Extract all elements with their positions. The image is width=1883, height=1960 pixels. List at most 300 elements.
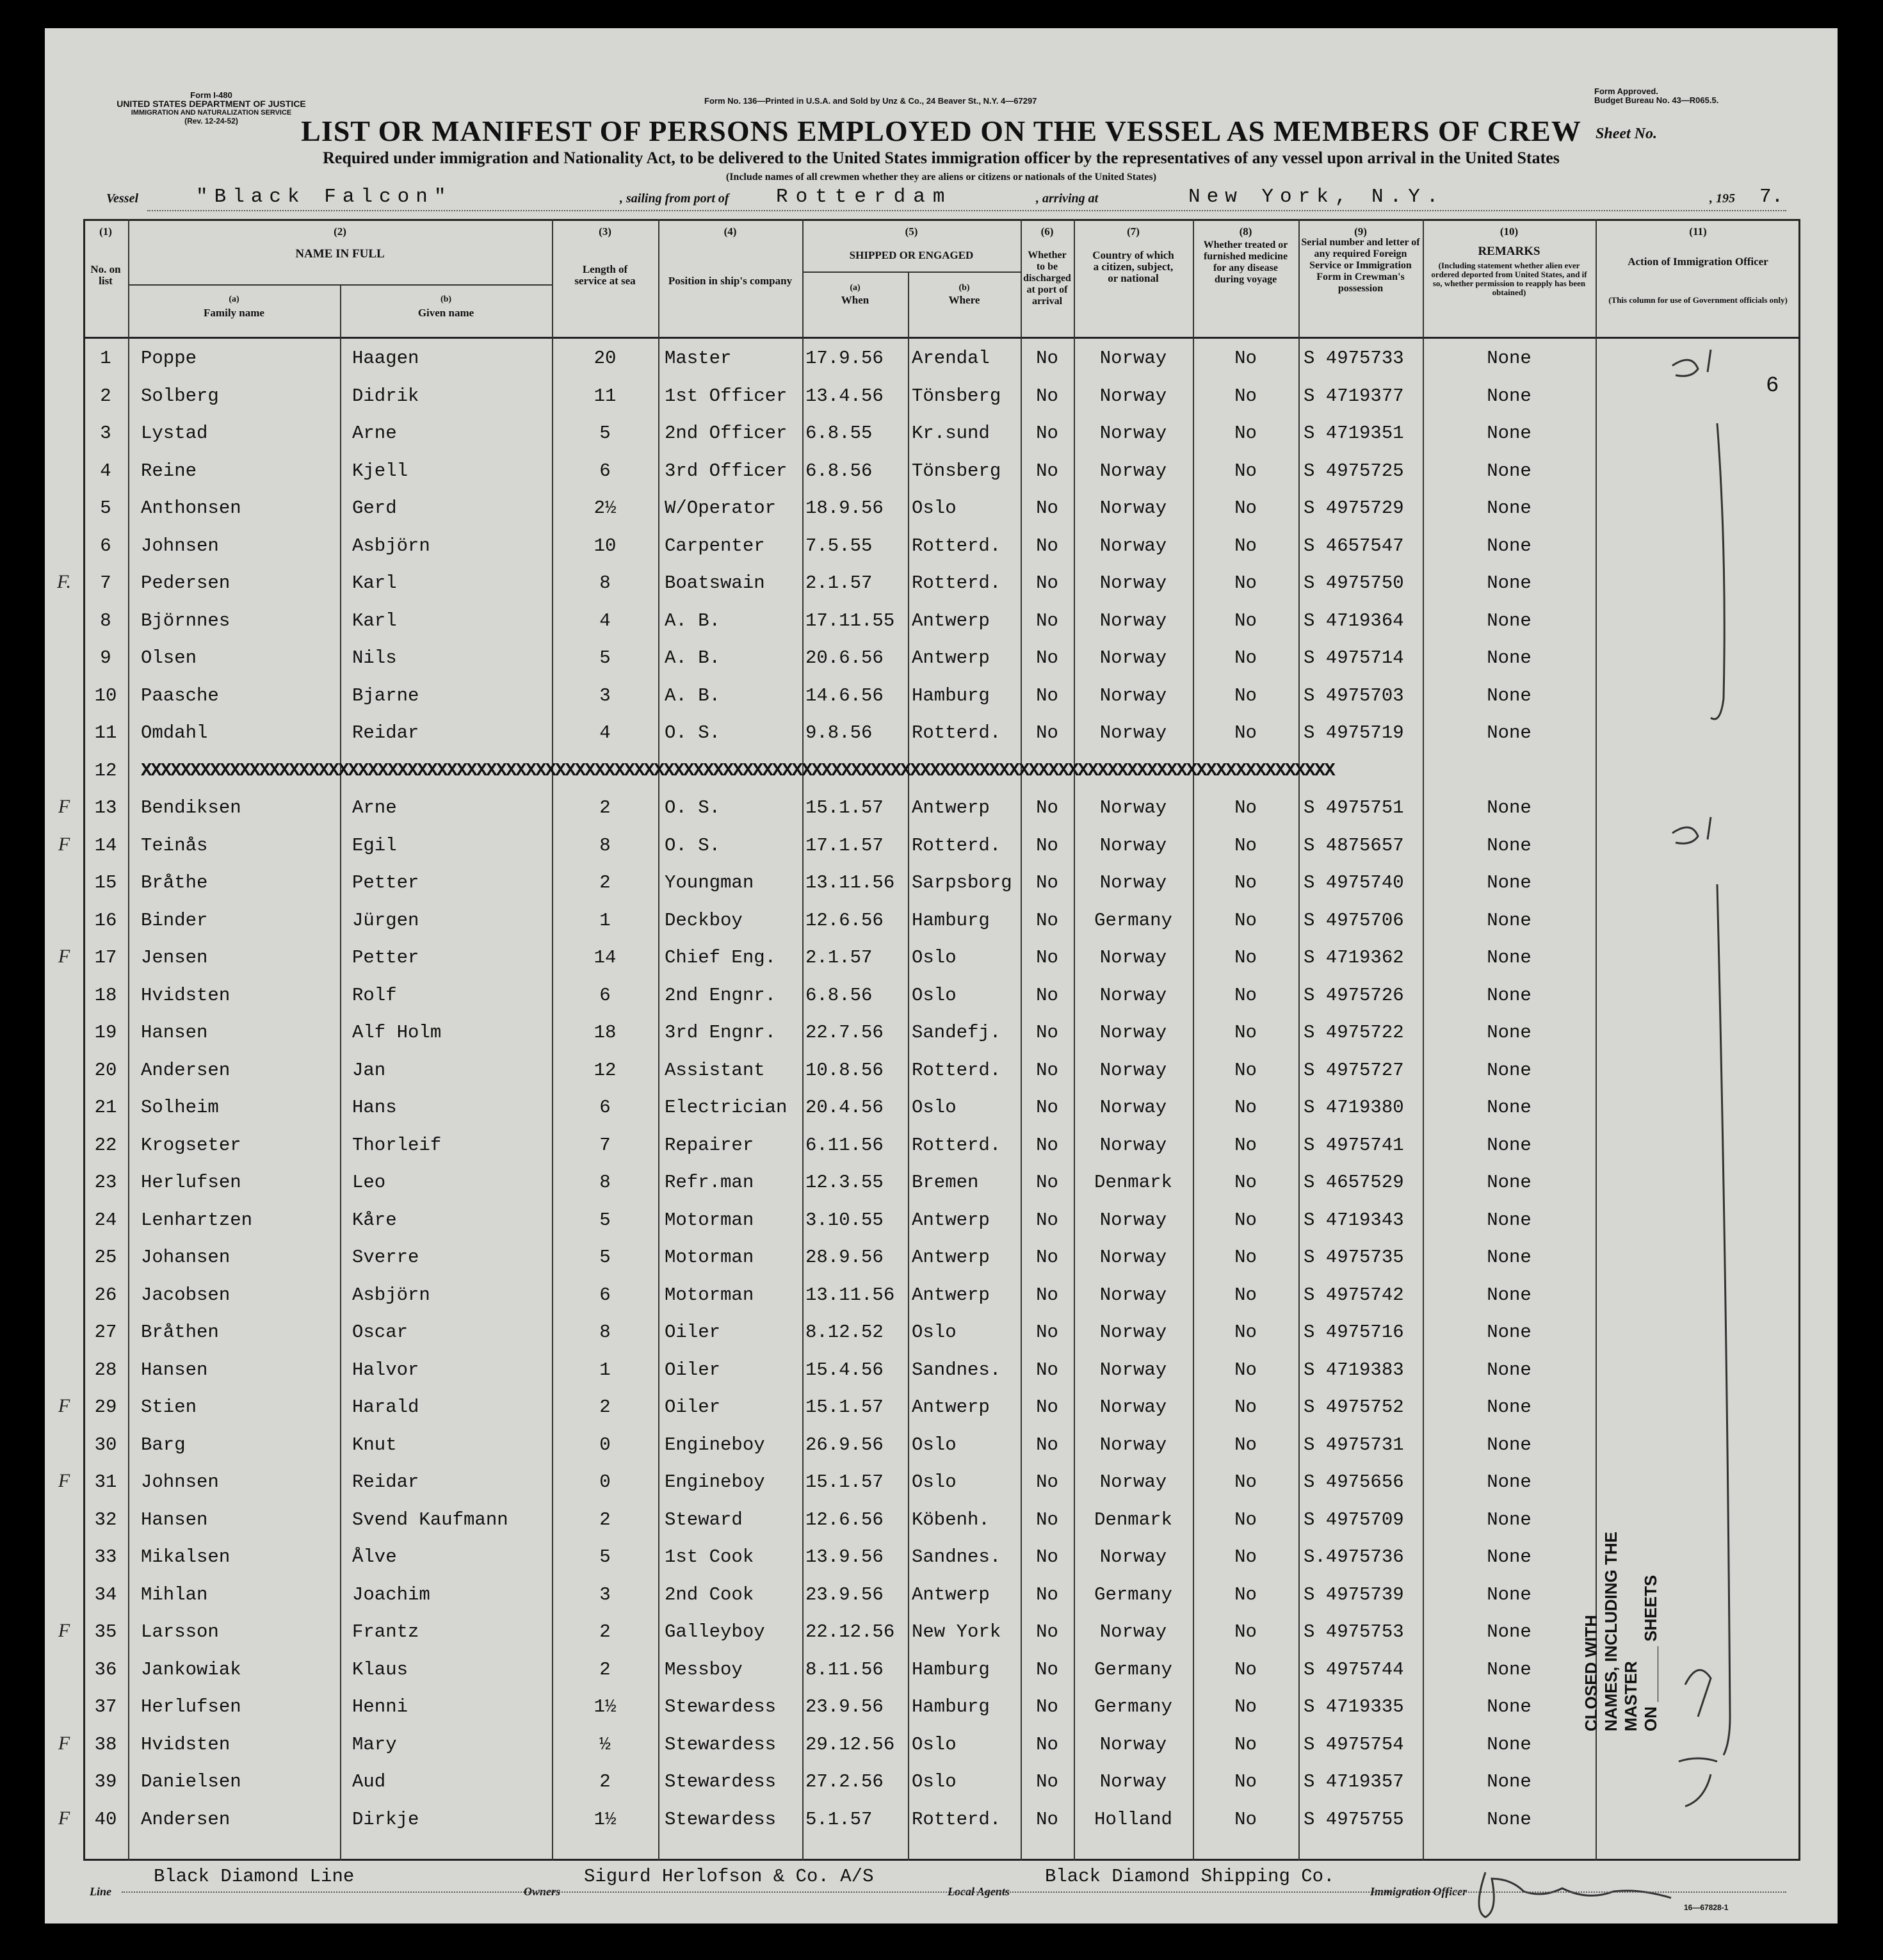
footer-agents-label: Local Agents	[948, 1885, 1010, 1898]
cell-discharge: No	[1036, 1733, 1058, 1755]
footer-underline	[122, 1891, 1786, 1893]
col5-number: (5)	[905, 225, 918, 238]
f-mark: F	[58, 1732, 70, 1754]
cell-discharge: No	[1036, 1621, 1058, 1642]
col3-number: (3)	[599, 225, 611, 238]
cell-remarks: None	[1487, 1359, 1531, 1381]
cell-remarks: None	[1487, 797, 1531, 818]
cell-family: Barg	[141, 1434, 186, 1455]
cell-remarks: None	[1487, 423, 1531, 444]
cell-service: 6	[599, 460, 611, 482]
cell-treated: No	[1234, 348, 1257, 369]
cell-no: 22	[94, 1134, 117, 1156]
cell-discharge: No	[1036, 834, 1058, 856]
budget-bureau: Budget Bureau No. 43—R065.5.	[1594, 95, 1719, 105]
cell-given: Halvor	[352, 1359, 419, 1381]
cell-given: Harald	[352, 1397, 419, 1418]
cell-position: 1st Officer	[665, 385, 788, 407]
cell-remarks: None	[1487, 610, 1531, 631]
cell-family: Mikalsen	[141, 1546, 230, 1567]
cell-country: Norway	[1099, 797, 1167, 818]
cell-country: Norway	[1099, 610, 1167, 631]
table-row	[45, 1763, 1838, 1801]
footer-owners: Sigurd Herlofson & Co. A/S	[584, 1866, 874, 1887]
cell-no: 27	[94, 1322, 117, 1343]
cell-treated: No	[1234, 1059, 1257, 1081]
cell-no: 11	[94, 722, 117, 743]
cell-no: 14	[94, 834, 117, 856]
cell-remarks: None	[1487, 1247, 1531, 1268]
cell-remarks: None	[1487, 348, 1531, 369]
page-subnote: (Include names of all crewmen whether they are aliens or citizens or nationals of the United States)	[725, 172, 1157, 182]
cell-given: Petter	[352, 872, 419, 893]
cell-no: 3	[100, 423, 111, 444]
cell-remarks: None	[1487, 1322, 1531, 1343]
table-row	[45, 1239, 1838, 1277]
cell-country: Norway	[1099, 1022, 1167, 1043]
cell-country: Denmark	[1094, 1509, 1172, 1530]
cell-given: Bjarne	[352, 684, 419, 706]
page-title: LIST OR MANIFEST OF PERSONS EMPLOYED ON THE VESSEL AS MEMBERS OF CREW	[301, 115, 1581, 147]
cell-given: Gerd	[352, 498, 397, 519]
cell-given: Petter	[352, 947, 419, 968]
cell-where: Antwerp	[912, 610, 990, 631]
cell-family: Pedersen	[141, 572, 230, 594]
cell-family: Björnnes	[141, 610, 230, 631]
cell-position: Messboy	[665, 1658, 743, 1680]
cell-family: Binder	[141, 909, 208, 931]
department-name: UNITED STATES DEPARTMENT OF JUSTICE	[117, 99, 306, 109]
cell-position: 1st Cook	[665, 1546, 754, 1567]
cell-serial: S 4975722	[1304, 1022, 1404, 1043]
cell-country: Norway	[1099, 1134, 1167, 1156]
table-row	[45, 790, 1838, 827]
cell-where: Oslo	[912, 984, 957, 1006]
cell-family: Hvidsten	[141, 1733, 230, 1755]
cell-discharge: No	[1036, 797, 1058, 818]
cell-remarks: None	[1487, 1808, 1531, 1830]
cell-country: Norway	[1099, 423, 1167, 444]
cell-discharge: No	[1036, 1097, 1058, 1118]
cell-discharge: No	[1036, 984, 1058, 1006]
cell-family: Jankowiak	[141, 1658, 241, 1680]
cell-remarks: None	[1487, 535, 1531, 556]
cell-remarks: None	[1487, 1583, 1531, 1605]
cell-treated: No	[1234, 1471, 1257, 1493]
cell-service: 1½	[594, 1808, 617, 1830]
col2a-header: Family name	[204, 307, 264, 319]
cell-remarks: None	[1487, 1134, 1531, 1156]
col1-header: No. on list	[90, 263, 121, 287]
cell-discharge: No	[1036, 947, 1058, 968]
col7-header: Country of which a citizen, subject, or national	[1092, 249, 1174, 284]
col10-number: (10)	[1499, 225, 1519, 238]
table-row	[45, 827, 1838, 865]
cell-given: Karl	[352, 610, 397, 631]
cell-country: Norway	[1099, 647, 1167, 668]
table-row	[45, 1464, 1838, 1502]
cell-discharge: No	[1036, 684, 1058, 706]
cell-no: 12	[94, 759, 117, 781]
cell-given: Aud	[352, 1771, 386, 1792]
cell-when: 12.6.56	[805, 909, 884, 931]
cell-treated: No	[1234, 610, 1257, 631]
cell-position: Stewardess	[665, 1696, 777, 1717]
cell-where: Hamburg	[912, 1696, 990, 1717]
cell-service: 5	[599, 423, 611, 444]
cell-serial: S 4975716	[1304, 1322, 1404, 1343]
cell-country: Norway	[1099, 1471, 1167, 1493]
cell-discharge: No	[1036, 1471, 1058, 1493]
col11-number: (11)	[1689, 225, 1707, 238]
cell-position: 3rd Officer	[665, 460, 788, 482]
cell-service: 2	[599, 797, 611, 818]
cell-remarks: None	[1487, 1397, 1531, 1418]
cell-when: 15.1.57	[805, 1471, 884, 1493]
cell-given: Hans	[352, 1097, 397, 1118]
f-mark: F	[58, 833, 70, 855]
table-row	[45, 1352, 1838, 1389]
cell-service: 8	[599, 1322, 611, 1343]
cell-service: 14	[594, 947, 617, 968]
cell-position: A. B.	[665, 610, 721, 631]
cell-discharge: No	[1036, 1284, 1058, 1306]
cell-discharge: No	[1036, 348, 1058, 369]
cell-service: 3	[599, 684, 611, 706]
cell-when: 10.8.56	[805, 1059, 884, 1081]
cell-country: Norway	[1099, 684, 1167, 706]
name-subdivider	[128, 284, 552, 286]
cell-service: 2	[599, 1509, 611, 1530]
cell-when: 13.11.56	[805, 872, 895, 893]
cell-serial: S 4975729	[1304, 498, 1404, 519]
cell-where: Antwerp	[912, 797, 990, 818]
cell-serial: S 4975750	[1304, 572, 1404, 594]
cell-where: Rotterd.	[912, 535, 1001, 556]
cell-country: Norway	[1099, 535, 1167, 556]
cell-country: Germany	[1094, 909, 1172, 931]
col10-note: (Including statement whether alien ever ordered deported from United States, and if so, whether permission to reapply has been obtained)	[1431, 261, 1587, 297]
cell-serial: S 4975725	[1304, 460, 1404, 482]
cell-when: 22.7.56	[805, 1022, 884, 1043]
cell-given: Karl	[352, 572, 397, 594]
cell-given: Thorleif	[352, 1134, 442, 1156]
cell-service: 5	[599, 1247, 611, 1268]
cell-country: Germany	[1094, 1658, 1172, 1680]
col1-number: (1)	[99, 225, 112, 238]
cell-serial: S 4719357	[1304, 1771, 1404, 1792]
cell-serial: S 4975744	[1304, 1658, 1404, 1680]
cell-no: 4	[100, 460, 111, 482]
side-mark: 6	[1766, 374, 1779, 398]
cell-given: Kåre	[352, 1209, 397, 1231]
cell-position: O. S.	[665, 722, 721, 743]
page-subtitle: Required under immigration and Nationality Act, to be delivered to the United States immigration officer by the representatives of any vessel upon arrival in the United States	[323, 149, 1560, 167]
col11-note: (This column for use of Government officials only)	[1608, 295, 1788, 305]
cell-serial: S.4975736	[1304, 1546, 1404, 1567]
cell-treated: No	[1234, 1359, 1257, 1381]
cell-service: 1	[599, 1359, 611, 1381]
cell-serial: S 4657547	[1304, 535, 1404, 556]
cell-given: Henni	[352, 1696, 408, 1717]
form-revision: (Rev. 12-24-52)	[184, 117, 238, 126]
cell-country: Norway	[1099, 834, 1167, 856]
cell-no: 36	[94, 1658, 117, 1680]
cell-where: Tönsberg	[912, 385, 1001, 407]
cell-discharge: No	[1036, 1322, 1058, 1343]
cell-remarks: None	[1487, 1546, 1531, 1567]
cell-where: Sarpsborg	[912, 872, 1012, 893]
cell-position: Oiler	[665, 1397, 721, 1418]
cell-country: Denmark	[1094, 1172, 1172, 1193]
cell-service: 2½	[594, 498, 617, 519]
cell-family: Solheim	[141, 1097, 219, 1118]
cell-service: 3	[599, 1583, 611, 1605]
cell-country: Norway	[1099, 1546, 1167, 1567]
cell-no: 8	[100, 610, 111, 631]
table-row	[45, 378, 1838, 416]
cell-treated: No	[1234, 1134, 1257, 1156]
crew-rows	[45, 340, 1838, 1838]
cell-family: Hvidsten	[141, 984, 230, 1006]
cell-position: O. S.	[665, 834, 721, 856]
col4-header: Position in ship's company	[668, 275, 793, 287]
col8-number: (8)	[1239, 225, 1252, 238]
table-row	[45, 864, 1838, 902]
cell-where: Tönsberg	[912, 460, 1001, 482]
cell-family: Stien	[141, 1397, 197, 1418]
cell-no: 7	[100, 572, 111, 594]
cell-position: Motorman	[665, 1247, 754, 1268]
footer-owners-label: Owners	[524, 1885, 561, 1898]
cell-where: Sandefj.	[912, 1022, 1001, 1043]
col11-header: Action of Immigration Officer	[1628, 255, 1768, 268]
cell-country: Norway	[1099, 1059, 1167, 1081]
cell-when: 26.9.56	[805, 1434, 884, 1455]
cell-treated: No	[1234, 1097, 1257, 1118]
cell-treated: No	[1234, 722, 1257, 743]
cell-where: Sandnes.	[912, 1546, 1001, 1567]
cell-treated: No	[1234, 984, 1257, 1006]
table-row	[45, 1427, 1838, 1464]
cell-discharge: No	[1036, 872, 1058, 893]
cell-no: 17	[94, 947, 117, 968]
cell-service: 0	[599, 1434, 611, 1455]
cell-discharge: No	[1036, 1658, 1058, 1680]
cell-when: 14.6.56	[805, 684, 884, 706]
table-row	[45, 490, 1838, 528]
table-row	[45, 565, 1838, 603]
cell-service: 8	[599, 1172, 611, 1193]
cell-when: 28.9.56	[805, 1247, 884, 1268]
cell-where: Hamburg	[912, 1658, 990, 1680]
cell-country: Norway	[1099, 984, 1167, 1006]
cell-family: Herlufsen	[141, 1172, 241, 1193]
cell-when: 15.4.56	[805, 1359, 884, 1381]
cell-position: Stewardess	[665, 1733, 777, 1755]
cell-treated: No	[1234, 1696, 1257, 1717]
cell-treated: No	[1234, 1771, 1257, 1792]
cell-when: 8.11.56	[805, 1658, 884, 1680]
cell-family: Johansen	[141, 1247, 230, 1268]
cell-given: Jürgen	[352, 909, 419, 931]
cell-position: Motorman	[665, 1284, 754, 1306]
cell-treated: No	[1234, 535, 1257, 556]
arriving-at-label: , arriving at	[1036, 191, 1099, 206]
cell-service: 2	[599, 872, 611, 893]
cell-remarks: None	[1487, 684, 1531, 706]
col5b-number: (b)	[958, 283, 970, 293]
cell-treated: No	[1234, 1658, 1257, 1680]
cell-given: Arne	[352, 797, 397, 818]
cell-treated: No	[1234, 423, 1257, 444]
cell-serial: S 4975740	[1304, 872, 1404, 893]
footer-line-label: Line	[90, 1885, 111, 1898]
col2b-header: Given name	[417, 307, 474, 319]
cell-country: Norway	[1099, 498, 1167, 519]
col2-header: NAME IN FULL	[295, 247, 385, 261]
cell-when: 23.9.56	[805, 1696, 884, 1717]
cell-no: 29	[94, 1397, 117, 1418]
cell-given: Egil	[352, 834, 397, 856]
cell-when: 22.12.56	[805, 1621, 895, 1642]
table-row	[45, 340, 1838, 378]
cell-remarks: None	[1487, 872, 1531, 893]
table-row	[45, 640, 1838, 677]
cell-no: 39	[94, 1771, 117, 1792]
cell-treated: No	[1234, 1509, 1257, 1530]
service-name: IMMIGRATION AND NATURALIZATION SERVICE	[131, 109, 292, 117]
cell-family: Larsson	[141, 1621, 219, 1642]
cell-when: 6.11.56	[805, 1134, 884, 1156]
cell-service: 6	[599, 1284, 611, 1306]
cell-family: Danielsen	[141, 1771, 241, 1792]
cell-position: Carpenter	[665, 535, 765, 556]
cell-service: 0	[599, 1471, 611, 1493]
cell-service: 2	[599, 1397, 611, 1418]
cell-where: Köbenh.	[912, 1509, 990, 1530]
cell-when: 6.8.55	[805, 423, 873, 444]
cell-when: 15.1.57	[805, 797, 884, 818]
cell-remarks: None	[1487, 647, 1531, 668]
closing-line3-end: SHEETS	[1641, 1575, 1660, 1642]
cell-serial: S 4975752	[1304, 1397, 1404, 1418]
cell-where: Oslo	[912, 947, 957, 968]
cell-discharge: No	[1036, 572, 1058, 594]
cell-family: Lystad	[141, 423, 208, 444]
cell-discharge: No	[1036, 909, 1058, 931]
cell-remarks: None	[1487, 947, 1531, 968]
cell-country: Germany	[1094, 1583, 1172, 1605]
f-mark: F.	[57, 571, 71, 592]
cell-discharge: No	[1036, 1434, 1058, 1455]
cell-no: 5	[100, 498, 111, 519]
col4-number: (4)	[723, 225, 737, 238]
cell-no: 32	[94, 1509, 117, 1530]
port-to: New York, N.Y.	[1188, 186, 1445, 208]
cell-serial: S 4975733	[1304, 348, 1404, 369]
cell-given: Asbjörn	[352, 1284, 430, 1306]
table-row	[45, 1052, 1838, 1090]
cell-no: 28	[94, 1359, 117, 1381]
cell-when: 2.1.57	[805, 572, 873, 594]
cell-no: 38	[94, 1733, 117, 1755]
cell-discharge: No	[1036, 1134, 1058, 1156]
cell-serial: S 4975706	[1304, 909, 1404, 931]
col8-header: Whether treated or furnished medicine for any disease during voyage	[1203, 239, 1288, 285]
cell-serial: S 4719364	[1304, 610, 1404, 631]
cell-family: Bendiksen	[141, 797, 241, 818]
cell-treated: No	[1234, 947, 1257, 968]
cell-treated: No	[1234, 1322, 1257, 1343]
cell-no: 34	[94, 1583, 117, 1605]
cell-no: 18	[94, 984, 117, 1006]
cell-remarks: None	[1487, 1284, 1531, 1306]
cell-position: Stewardess	[665, 1808, 777, 1830]
cell-position: W/Operator	[665, 498, 777, 519]
form-approved: Form Approved.	[1594, 86, 1658, 96]
cell-family: Herlufsen	[141, 1696, 241, 1717]
cell-service: 4	[599, 610, 611, 631]
cell-treated: No	[1234, 1546, 1257, 1567]
table-row	[45, 1576, 1838, 1614]
table-row	[45, 1314, 1838, 1352]
cell-family: Anthonsen	[141, 498, 241, 519]
cell-serial: S 4975703	[1304, 684, 1404, 706]
col5a-number: (a)	[850, 283, 861, 293]
cell-country: Norway	[1099, 1097, 1167, 1118]
cell-when: 23.9.56	[805, 1583, 884, 1605]
cell-position: Youngman	[665, 872, 754, 893]
cell-no: 13	[94, 797, 117, 818]
col7-number: (7)	[1127, 225, 1140, 238]
cell-no: 31	[94, 1471, 117, 1493]
cell-remarks: None	[1487, 722, 1531, 743]
cell-when: 8.12.52	[805, 1322, 884, 1343]
cell-remarks: None	[1487, 984, 1531, 1006]
cell-family: Paasche	[141, 684, 219, 706]
cell-no: 33	[94, 1546, 117, 1567]
cell-where: Oslo	[912, 1733, 957, 1755]
footer-agents: Black Diamond Shipping Co.	[1045, 1866, 1335, 1887]
cell-given: Nils	[352, 647, 397, 668]
cell-remarks: None	[1487, 1434, 1531, 1455]
cell-country: Norway	[1099, 872, 1167, 893]
cell-country: Norway	[1099, 1771, 1167, 1792]
cell-discharge: No	[1036, 1696, 1058, 1717]
cell-service: ½	[599, 1733, 611, 1755]
cell-when: 5.1.57	[805, 1808, 873, 1830]
cell-position: Electrician	[665, 1097, 788, 1118]
cell-treated: No	[1234, 647, 1257, 668]
cell-when: 12.6.56	[805, 1509, 884, 1530]
cell-family: Mihlan	[141, 1583, 208, 1605]
cell-serial: S 4975742	[1304, 1284, 1404, 1306]
cell-country: Holland	[1094, 1808, 1172, 1830]
closing-stamp: CLOSED WITH NAMES, INCLUDING THE MASTER ON ______ SHEETS	[1581, 1475, 1661, 1731]
cell-given: Sverre	[352, 1247, 419, 1268]
cell-discharge: No	[1036, 1247, 1058, 1268]
cell-where: Rotterd.	[912, 1134, 1001, 1156]
cell-position: Refr.man	[665, 1172, 754, 1193]
cell-service: 8	[599, 572, 611, 594]
cell-treated: No	[1234, 460, 1257, 482]
cell-remarks: None	[1487, 1509, 1531, 1530]
cell-where: New York	[912, 1621, 1001, 1642]
cell-serial: S 4975714	[1304, 647, 1404, 668]
table-row	[45, 1502, 1838, 1539]
shipped-subdivider	[802, 271, 1021, 273]
